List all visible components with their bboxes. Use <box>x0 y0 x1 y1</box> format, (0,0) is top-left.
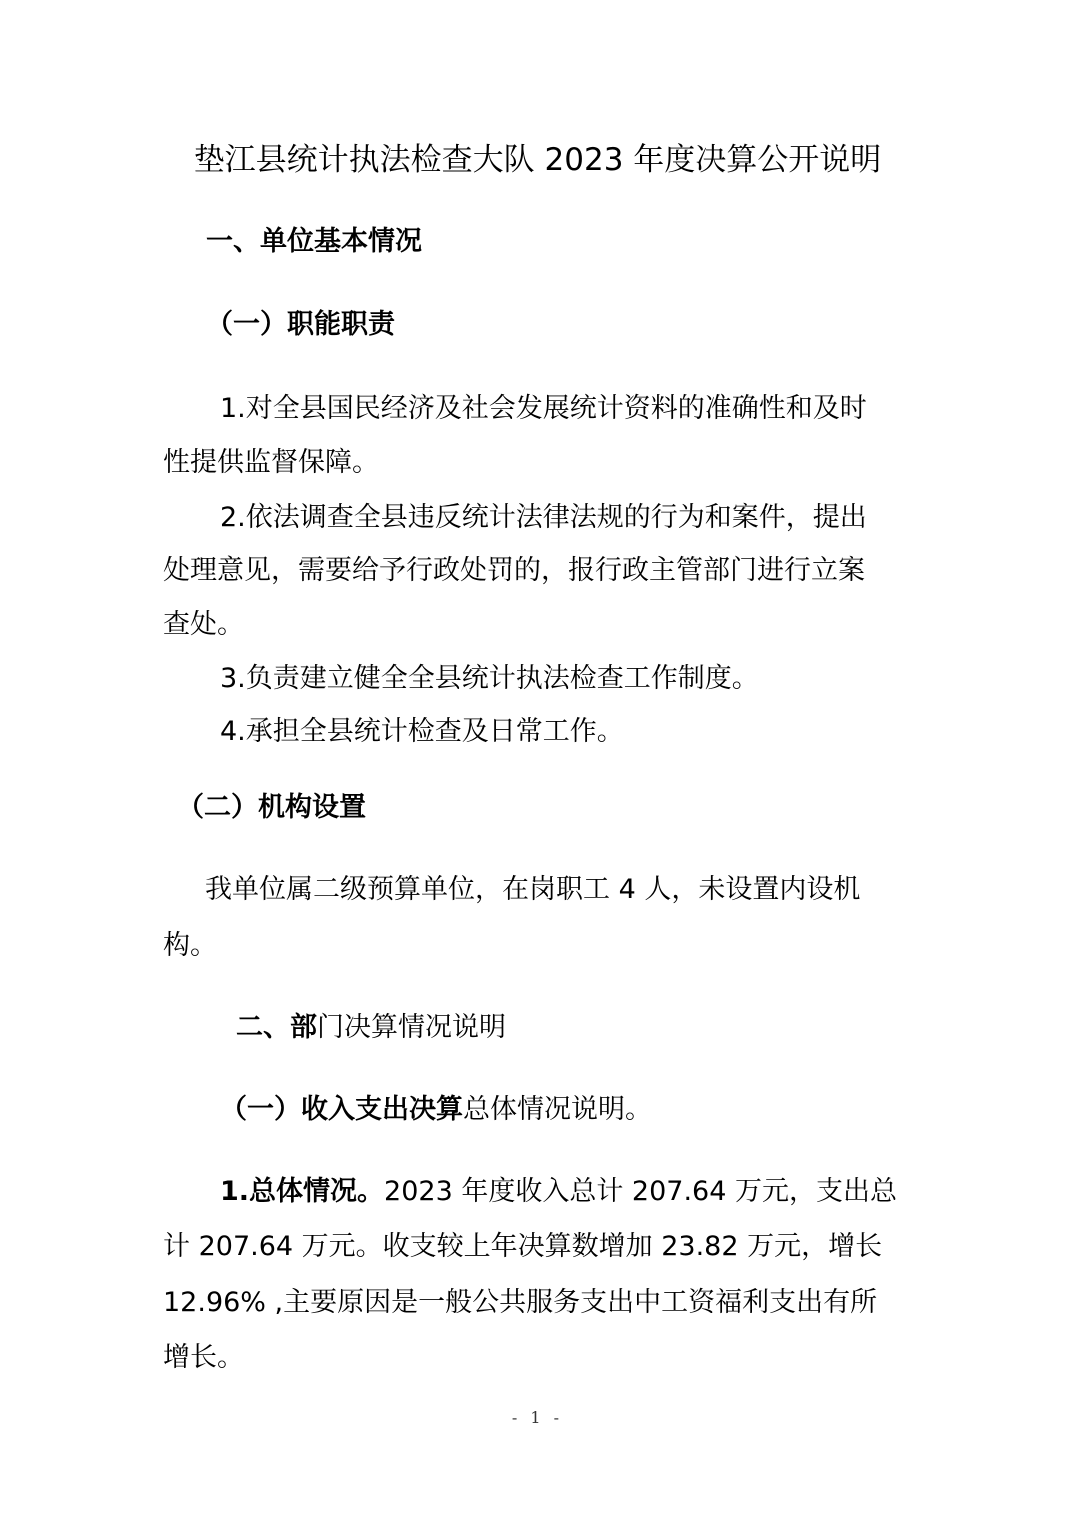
overall-line3: 12.96% ,主要原因是一般公共服务支出中工资福利支出有所 <box>163 1287 878 1318</box>
document-title: 垫江县统计执法检查大队 2023 年度决算公开说明 <box>193 142 882 178</box>
overall-line4: 增长。 <box>163 1342 244 1373</box>
duty-item4: 4.承担全县统计检查及日常工作。 <box>220 716 624 747</box>
org-para-line1: 我单位属二级预算单位，在岗职工 4 人，未设置内设机 <box>205 874 861 905</box>
duty-item2-line3: 查处。 <box>163 609 244 640</box>
section2-sub1-heading-bold: （一）收入支出决算 <box>220 1094 463 1125</box>
overall-line1-rest: 2023 年度收入总计 207.64 万元，支出总 <box>384 1176 897 1207</box>
section1-sub1-heading: （一）职能职责 <box>206 309 395 340</box>
duty-item2-line2: 处理意见，需要给予行政处罚的，报行政主管部门进行立案 <box>163 555 865 586</box>
overall-line2: 计 207.64 万元。收支较上年决算数增加 23.82 万元，增长 <box>163 1231 883 1262</box>
section2-sub1-heading <box>220 1090 652 1130</box>
section2-heading-rest: 门决算情况说明 <box>317 1012 506 1043</box>
duty-item1-line2: 性提供监督保障。 <box>163 447 379 478</box>
duty-item1-line1: 1.对全县国民经济及社会发展统计资料的准确性和及时 <box>220 393 867 424</box>
org-para-line2: 构。 <box>163 930 217 961</box>
overall-line1 <box>220 1172 897 1212</box>
duty-item2-line1: 2.依法调查全县违反统计法律法规的行为和案件，提出 <box>220 502 867 533</box>
section2-heading-bold: 二、部 <box>236 1012 317 1043</box>
page-number: - 1 - <box>511 1408 564 1427</box>
section1-sub2-heading: （二）机构设置 <box>177 792 366 823</box>
section1-heading: 一、单位基本情况 <box>206 226 422 257</box>
duty-item3: 3.负责建立健全全县统计执法检查工作制度。 <box>220 663 759 694</box>
section2-sub1-heading-rest: 总体情况说明。 <box>463 1094 652 1125</box>
section2-heading <box>236 1008 506 1048</box>
overall-lead: 1.总体情况。 <box>220 1176 385 1207</box>
